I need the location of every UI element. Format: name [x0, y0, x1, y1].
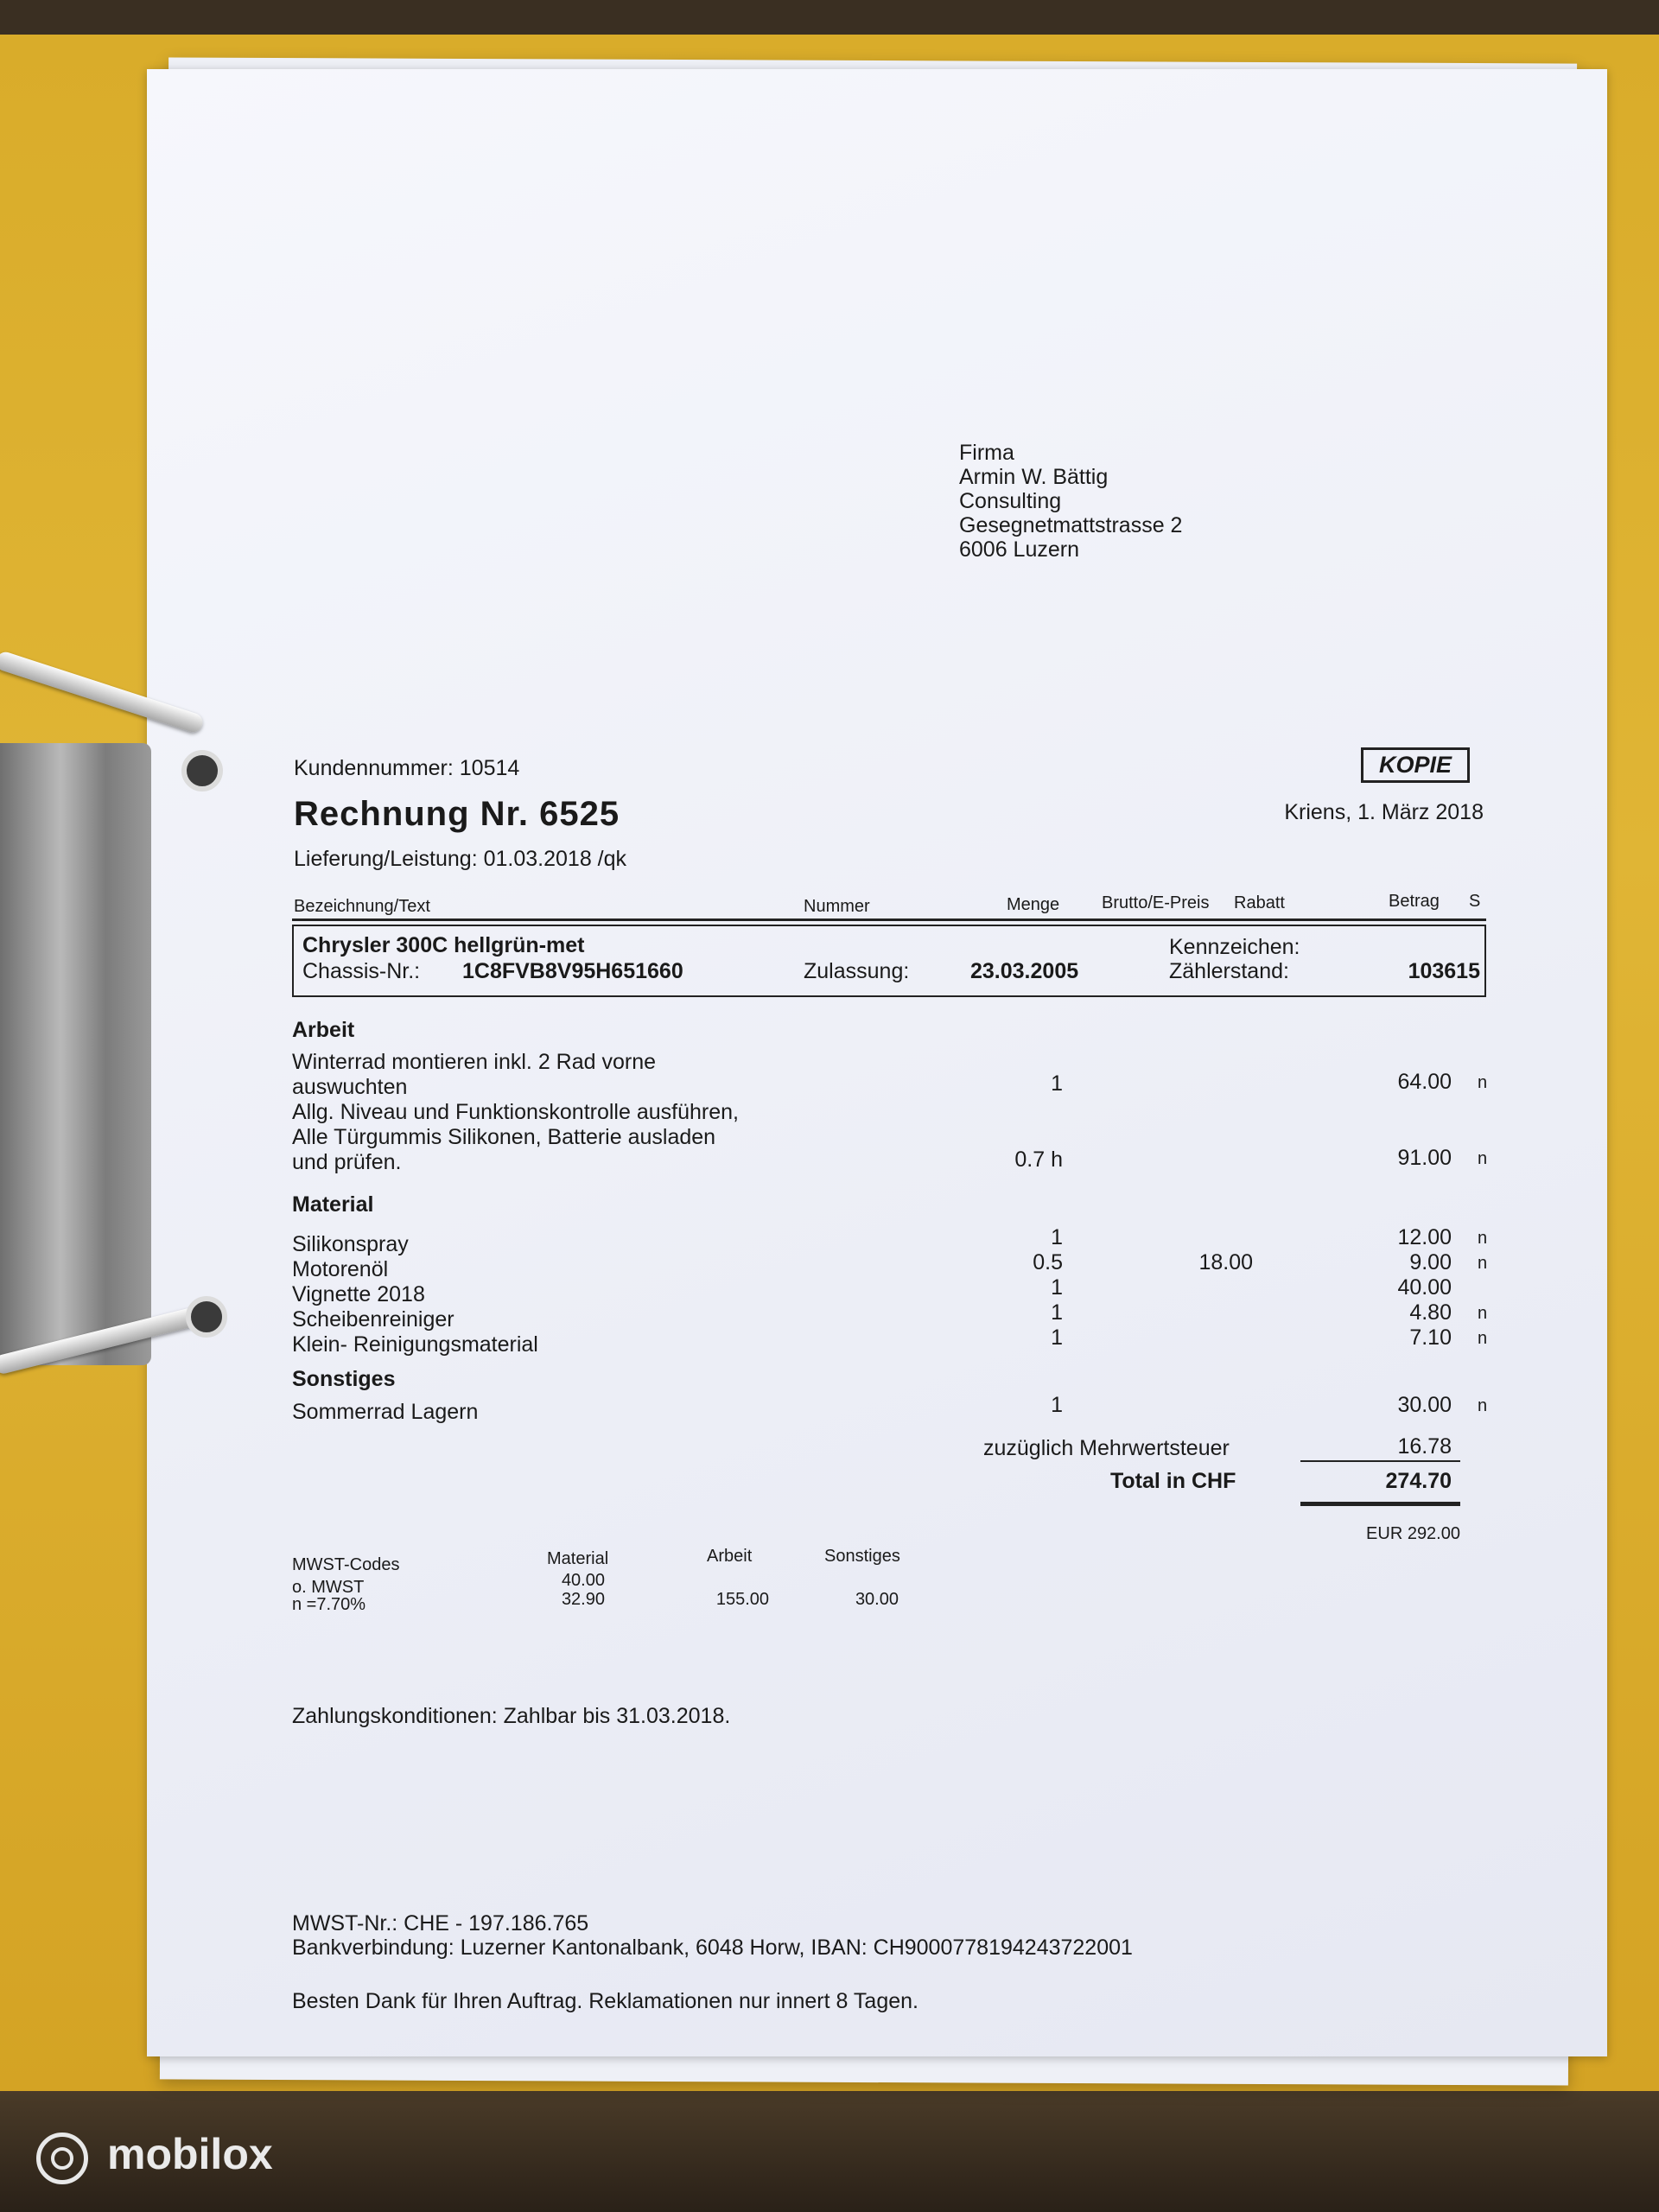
vat-row1-material: 40.00: [561, 1571, 605, 1590]
col-s: S: [1469, 892, 1481, 911]
item-s: n: [1478, 1229, 1488, 1248]
item-text: Sommerrad Lagern: [292, 1400, 479, 1424]
odometer-label: Zählerstand:: [1169, 959, 1289, 983]
vat-col-other: Sonstiges: [824, 1547, 900, 1566]
item-qty: 1: [1051, 1275, 1063, 1300]
recipient-line: 6006 Luzern: [959, 537, 1080, 562]
customer-number: Kundennummer: 10514: [294, 756, 520, 780]
vat-row2-work: 155.00: [715, 1590, 769, 1609]
item-s: n: [1478, 1254, 1488, 1273]
eur-amount: EUR 292.00: [1366, 1524, 1460, 1543]
col-price: Brutto/E-Preis: [1102, 893, 1210, 912]
item-amount: 12.00: [1397, 1225, 1452, 1249]
mobilox-logo-icon: [36, 2133, 88, 2184]
vat-number: MWST-Nr.: CHE - 197.186.765: [292, 1911, 589, 1936]
item-text: Motorenöl: [292, 1257, 389, 1281]
item-qty: 0.7 h: [1014, 1147, 1063, 1172]
item-qty: 1: [1051, 1393, 1063, 1417]
item-s: n: [1478, 1396, 1488, 1415]
item-qty: 1: [1051, 1325, 1063, 1350]
binder-ring-end: [181, 750, 223, 791]
section-material: Material: [292, 1192, 374, 1217]
col-number: Nummer: [804, 897, 870, 916]
thanks-note: Besten Dank für Ihren Auftrag. Reklamationen nur innert 8 Tagen.: [292, 1989, 918, 2013]
vat-amount: 16.78: [1397, 1434, 1452, 1459]
item-s: n: [1478, 1073, 1488, 1092]
col-discount: Rabatt: [1234, 893, 1285, 912]
item-amount: 64.00: [1397, 1070, 1452, 1094]
item-s: n: [1478, 1149, 1488, 1168]
registration-label: Zulassung:: [804, 959, 910, 983]
total-double-rule: [1300, 1502, 1460, 1506]
item-amount: 7.10: [1409, 1325, 1452, 1350]
vat-codes-title: MWST-Codes: [292, 1555, 400, 1574]
binder-mechanism: [0, 743, 151, 1365]
recipient-line: Gesegnetmattstrasse 2: [959, 513, 1183, 537]
registration-date: 23.03.2005: [970, 959, 1079, 983]
item-text: Klein- Reinigungsmaterial: [292, 1332, 538, 1357]
item-text: Allg. Niveau und Funktionskontrolle ausführen,: [292, 1100, 739, 1124]
item-text: Winterrad montieren inkl. 2 Rad vorne: [292, 1050, 657, 1074]
chassis-number: 1C8FVB8V95H651660: [462, 959, 683, 983]
item-amount: 9.00: [1409, 1250, 1452, 1274]
item-s: n: [1478, 1329, 1488, 1348]
plate-label: Kennzeichen:: [1169, 935, 1300, 959]
total-label: Total in CHF: [1110, 1469, 1236, 1493]
invoice-sheet: [147, 69, 1607, 2056]
item-price: 18.00: [1198, 1250, 1253, 1274]
item-text: Silikonspray: [292, 1232, 409, 1256]
item-amount: 4.80: [1409, 1300, 1452, 1325]
item-text: auswuchten: [292, 1075, 408, 1099]
recipient-line: Consulting: [959, 489, 1062, 513]
vat-row2-label: n =7.70%: [292, 1595, 366, 1614]
bank-details: Bankverbindung: Luzerner Kantonalbank, 6048 Horw, IBAN: CH9000778194243722001: [292, 1936, 1133, 1960]
col-quantity: Menge: [1007, 895, 1060, 914]
col-amount: Betrag: [1389, 892, 1440, 911]
recipient-line: Armin W. Bättig: [959, 465, 1109, 489]
item-text: und prüfen.: [292, 1150, 402, 1174]
section-work: Arbeit: [292, 1018, 355, 1042]
copy-stamp: KOPIE: [1361, 747, 1470, 783]
total-rule: [1300, 1460, 1460, 1462]
col-description: Bezeichnung/Text: [294, 897, 430, 916]
invoice-title: Rechnung Nr. 6525: [294, 795, 620, 833]
vat-row2-material: 32.90: [561, 1590, 605, 1609]
item-amount: 91.00: [1397, 1146, 1452, 1170]
vat-col-material: Material: [547, 1549, 609, 1568]
chassis-label: Chassis-Nr.:: [302, 959, 421, 983]
payment-terms: Zahlungskonditionen: Zahlbar bis 31.03.2018.: [292, 1704, 731, 1728]
vat-row1-label: o. MWST: [292, 1578, 365, 1597]
item-text: Vignette 2018: [292, 1282, 425, 1306]
item-amount: 30.00: [1397, 1393, 1452, 1417]
item-qty: 0.5: [1033, 1250, 1063, 1274]
header-rule: [292, 918, 1486, 921]
item-s: n: [1478, 1304, 1488, 1323]
item-text: Alle Türgummis Silikonen, Batterie ausladen: [292, 1125, 716, 1149]
section-other: Sonstiges: [292, 1367, 396, 1391]
item-qty: 1: [1051, 1225, 1063, 1249]
vat-row2-other: 30.00: [855, 1590, 899, 1609]
total-amount: 274.70: [1385, 1469, 1452, 1493]
vat-col-work: Arbeit: [707, 1547, 753, 1566]
delivery-info: Lieferung/Leistung: 01.03.2018 /qk: [294, 847, 627, 871]
item-text: Scheibenreiniger: [292, 1307, 454, 1332]
vat-label: zuzüglich Mehrwertsteuer: [983, 1436, 1230, 1460]
item-qty: 1: [1051, 1300, 1063, 1325]
vehicle-model: Chrysler 300C hellgrün-met: [302, 933, 585, 957]
watermark-text: mobilox: [107, 2130, 273, 2178]
odometer-value: 103615: [1408, 959, 1480, 983]
recipient-line: Firma: [959, 441, 1014, 465]
binder-ring-end: [186, 1296, 227, 1338]
place-date: Kriens, 1. März 2018: [1284, 800, 1484, 824]
item-amount: 40.00: [1397, 1275, 1452, 1300]
item-qty: 1: [1051, 1071, 1063, 1096]
